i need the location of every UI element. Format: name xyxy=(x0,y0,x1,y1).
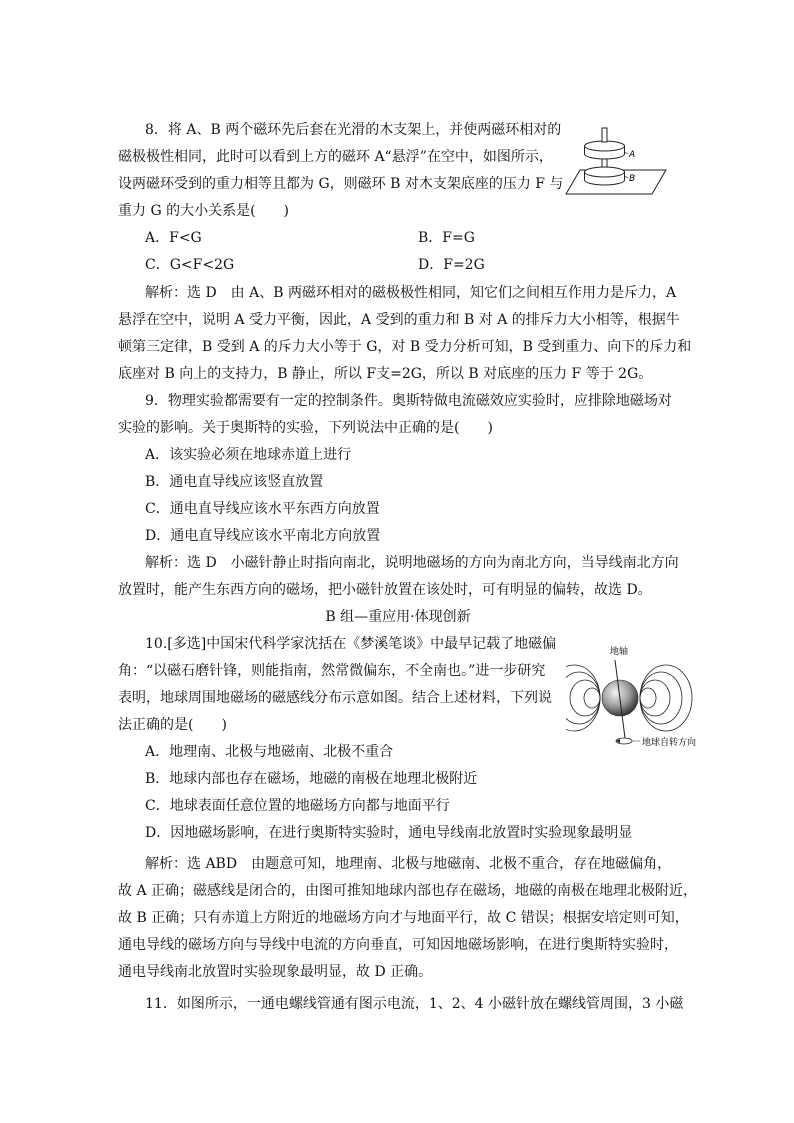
earth-magnetic-field-figure xyxy=(566,640,700,752)
q8-option-b: B．F=G xyxy=(418,230,475,246)
q9-option-d: D．通电直导线应该水平南北方向放置 xyxy=(145,528,381,544)
q10-option-a: A．地理南、北极与地磁南、北极不重合 xyxy=(145,744,394,760)
q10-stem-line-4: 法正确的是( ) xyxy=(118,717,227,733)
q9-stem-line-1: 9．物理实验都需要有一定的控制条件。奥斯特做电流磁效应实验时，应排除地磁场对 xyxy=(145,393,672,409)
q10-analysis-line-2: 故 A 正确；磁感线是闭合的，由图可推知地球内部也存在磁场，地磁的南极在地理北极附近， xyxy=(118,883,698,899)
q11-stem-line-1: 11．如图所示，一通电螺线管通有图示电流，1、2、4 小磁针放在螺线管周围，3 小磁 xyxy=(145,996,684,1012)
q8-analysis-line-1: 解析：选 D 由 A、B 两磁环相对的磁极极性相同，知它们之间相互作用力是斥力，A xyxy=(145,285,677,301)
q10-stem-line-3: 表明，地球周围地磁场的磁感线分布示意如图。结合上述材料，下列说 xyxy=(118,690,552,706)
q8-stem-line-1: 8．将 A、B 两个磁环先后套在光滑的木支架上，并使两磁环相对的 xyxy=(145,122,562,138)
q8-stem-line-4: 重力 G 的大小关系是( ) xyxy=(118,203,290,219)
ring-b-label: B xyxy=(629,174,636,184)
q8-option-d: D．F=2G xyxy=(418,257,485,273)
q10-analysis-line-3: 故 B 正确；只有赤道上方附近的地磁场方向才与地面平行，故 C 错误；根据安培定则可知， xyxy=(118,910,689,926)
q8-stem-line-2: 磁极极性相同，此时可以看到上方的磁环 A“悬浮”在空中，如图所示， xyxy=(118,149,553,165)
q10-option-b: B．地球内部也存在磁场，地磁的南极在地理北极附近 xyxy=(145,771,478,787)
q9-option-c: C．通电直导线应该水平东西方向放置 xyxy=(145,501,380,517)
q10-analysis-line-1: 解析：选 ABD 由题意可知，地理南、北极与地磁南、北极不重合，存在地磁偏角， xyxy=(145,856,672,872)
rotation-direction-label: 地球自转方向 xyxy=(642,738,697,748)
q9-analysis-line-2: 放置时，能产生东西方向的磁场，把小磁针放置在该处时，可有明显的偏转，故选 D。 xyxy=(118,582,652,598)
q8-stem-line-3: 设两磁环受到的重力相等且都为 G，则磁环 B 对木支架底座的压力 F 与 xyxy=(118,176,564,192)
q9-stem-line-2: 实验的影响。关于奥斯特的实验，下列说法中正确的是( ) xyxy=(118,420,493,436)
q8-option-c: C．G<F<2G xyxy=(145,257,235,273)
section-header: B 组—重应用·体现创新 xyxy=(325,609,471,625)
q9-option-b: B．通电直导线应该竖直放置 xyxy=(145,474,324,490)
q10-option-d: D．因地磁场影响，在进行奥斯特实验时，通电导线南北放置时实验现象最明显 xyxy=(145,825,633,841)
q8-analysis-line-3: 顿第三定律，B 受到 A 的斥力大小等于 G，对 B 受力分析可知，B 受到重力、向下的斥力和 xyxy=(118,339,692,355)
q9-option-a: A．该实验必须在地球赤道上进行 xyxy=(145,447,352,463)
q9-analysis-line-1: 解析：选 D 小磁针静止时指向南北，说明地磁场的方向为南北方向，当导线南北方向 xyxy=(145,555,679,571)
q10-stem-line-1: 10.[多选]中国宋代科学家沈括在《梦溪笔谈》中最早记载了地磁偏 xyxy=(145,636,557,652)
q10-analysis-line-4: 通电导线的磁场方向与导线中电流的方向垂直，可知因地磁场影响，在进行奥斯特实验时， xyxy=(118,937,678,953)
q8-analysis-line-4: 底座对 B 向上的支持力，B 静止，所以 F支=2G，所以 B 对底座的压力 F 等于 2G。 xyxy=(118,366,653,382)
q10-option-c: C．地球表面任意位置的地磁场方向都与地面平行 xyxy=(145,798,450,814)
q10-analysis-line-5: 通电导线南北放置时实验现象最明显，故 D 正确。 xyxy=(118,964,433,980)
earth-axis-label: 地轴 xyxy=(610,647,629,657)
q10-stem-line-2: 角：“以磁石磨针锋，则能指南，然常微偏东，不全南也。”进一步研究 xyxy=(118,663,546,679)
q8-option-a: A．F<G xyxy=(145,230,202,246)
magnetic-rings-figure xyxy=(560,124,672,200)
q8-analysis-line-2: 悬浮在空中，说明 A 受力平衡，因此，A 受到的重力和 B 对 A 的排斥力大小相等，根据牛 xyxy=(118,312,680,328)
ring-a-label: A xyxy=(629,150,636,160)
